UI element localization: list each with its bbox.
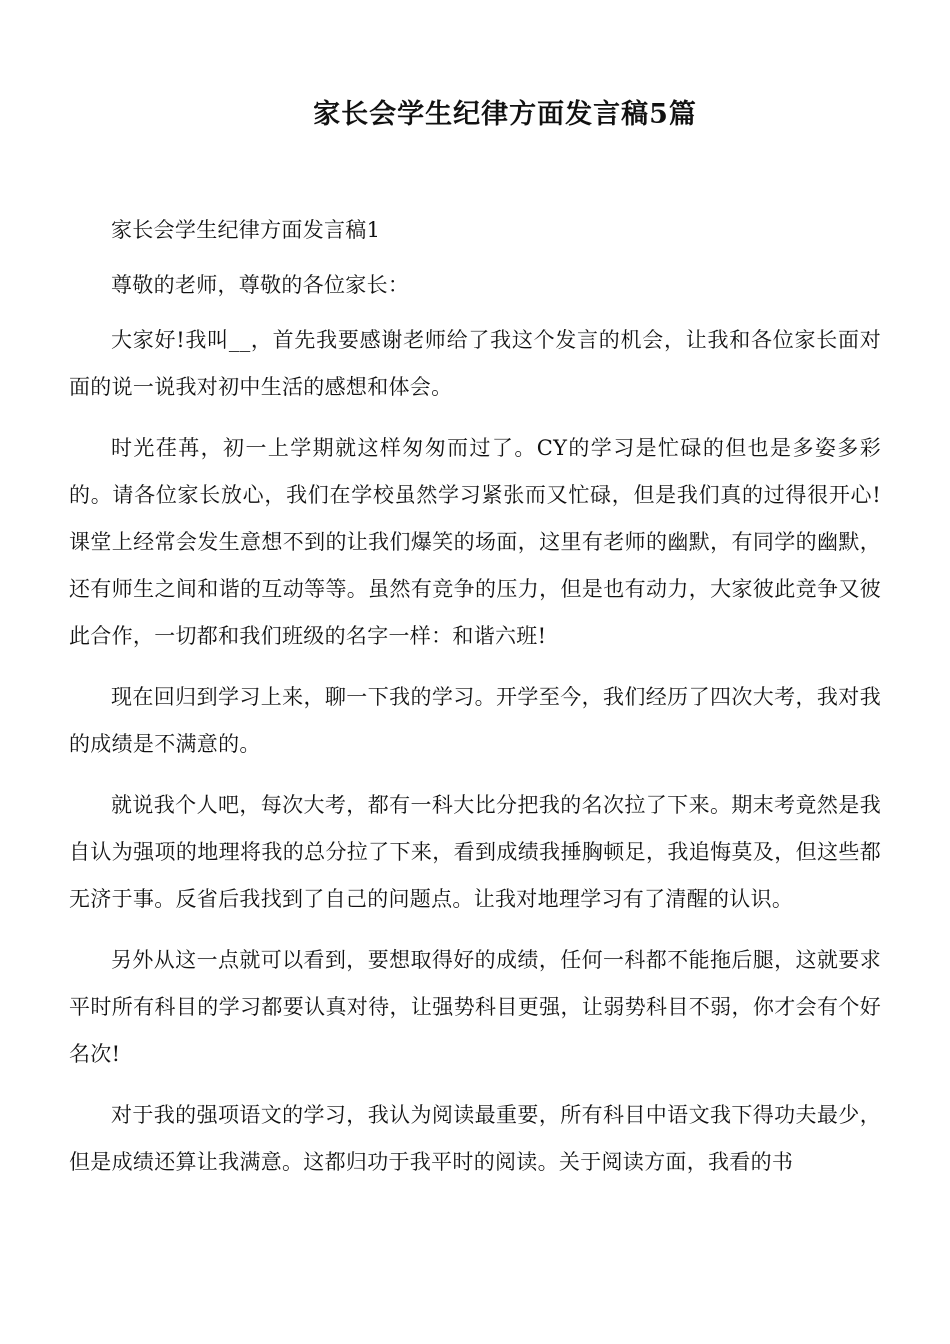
paragraph: 另外从这一点就可以看到，要想取得好的成绩，任何一科都不能拖后腿，这就要求平时所有科目的学习都要认真对待，让强势科目更强，让弱势科目不弱，你才会有个好名次! bbox=[69, 948, 881, 1066]
paragraph: 时光荏苒，初一上学期就这样匆匆而过了。CY的学习是忙碌的但也是多姿多彩的。请各位家长放心，我们在学校虽然学习紧张而又忙碌，但是我们真的过得很开心!课堂上经常会发生意想不到的让我们爆笑的场面，这里有老师的幽默，有同学的幽默，还有师生之间和谐的互动等等。虽然有竞争的压力，但是也有动力，大家彼此竞争又彼此合作，一切都和我们班级的名字一样：和谐六班! bbox=[69, 436, 881, 648]
paragraph: 就说我个人吧，每次大考，都有一科大比分把我的名次拉了下来。期末考竟然是我自认为强项的地理将我的总分拉了下来，看到成绩我捶胸顿足，我追悔莫及，但这些都无济于事。反省后我找到了自己的问题点。让我对地理学习有了清醒的认识。 bbox=[69, 793, 881, 911]
document-title: 家长会学生纪律方面发言稿5篇 bbox=[313, 99, 697, 130]
paragraph: 对于我的强项语文的学习，我认为阅读最重要，所有科目中语文我下得功夫最少，但是成绩还算让我满意。这都归功于我平时的阅读。关于阅读方面，我看的书 bbox=[69, 1103, 881, 1174]
paragraph: 大家好!我叫__，首先我要感谢老师给了我这个发言的机会，让我和各位家长面对面的说一说我对初中生活的感想和体会。 bbox=[69, 328, 881, 399]
paragraph: 现在回归到学习上来，聊一下我的学习。开学至今，我们经历了四次大考，我对我的成绩是不满意的。 bbox=[69, 685, 881, 756]
section-heading: 家长会学生纪律方面发言稿1 bbox=[111, 218, 381, 242]
document-body bbox=[69, 207, 881, 1200]
salutation: 尊敬的老师，尊敬的各位家长： bbox=[111, 273, 410, 297]
